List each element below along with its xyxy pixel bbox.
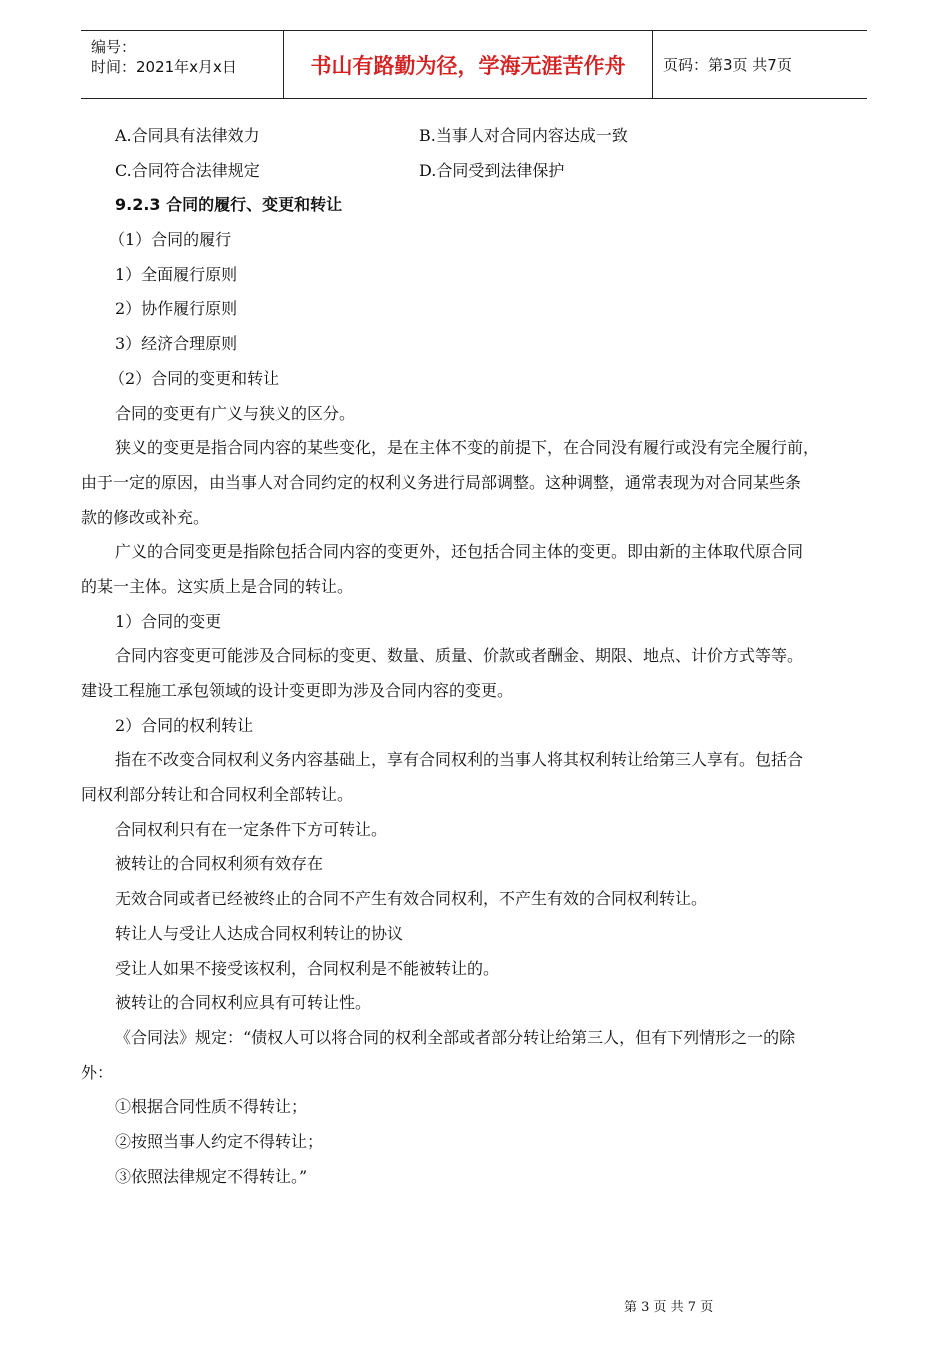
list-item: 1）合同的变更 [115,611,222,631]
option-d: D.合同受到法律保护 [419,160,565,180]
header-motto: 书山有路勤为径，学海无涯苦作舟 [283,31,653,98]
list-item: 2）合同的权利转让 [115,715,254,735]
paragraph-line: 合同的变更有广义与狭义的区分。 [115,403,356,423]
list-item: ①根据合同性质不得转让； [115,1097,308,1117]
options-row [81,154,871,189]
paragraph-line: 转让人与受让人达成合同权利转让的协议 [115,923,404,943]
number-label: 编号： [91,38,137,56]
paragraph-line: 《合同法》规定：“债权人可以将合同的权利全部或者部分转让给第三人，但有下列情形之一的除 [115,1027,796,1047]
option-a: A.合同具有法律效力 [115,126,260,145]
list-item: ③依照法律规定不得转让。” [115,1166,308,1186]
footer-page-number: 第 3 页 共 7 页 [624,1300,714,1315]
list-item: 3）经济合理原则 [115,334,238,354]
option-b: B.当事人对合同内容达成一致 [419,126,628,145]
header-meta [81,31,283,98]
paragraph-line: 建设工程施工承包领域的设计变更即为涉及合同内容的变更。 [81,681,514,700]
paragraph-line: 指在不改变合同权利义务内容基础上，享有合同权利的当事人将其权利转让给第三人享有。包括合 [115,750,804,770]
paragraph-line: 同权利部分转让和合同权利全部转让。 [81,785,354,805]
list-item: 1）全面履行原则 [115,264,238,284]
paragraph-line: 广义的合同变更是指除包括合同内容的变更外，还包括合同主体的变更。即由新的主体取代原合同 [115,542,804,562]
options-row [81,119,871,154]
subsection-title: （2）合同的变更和转让 [109,368,280,388]
paragraph-line: 受让人如果不接受该权利，合同权利是不能被转让的。 [115,958,500,978]
paragraph-line: 合同权利只有在一定条件下方可转让。 [115,819,388,839]
paragraph-line: 合同内容变更可能涉及合同标的变更、数量、质量、价款或者酬金、期限、地点、计价方式等等。 [115,646,804,666]
time-label: 时间：2021年x月x日 [91,58,237,76]
paragraph-line: 的某一主体。这实质上是合同的转让。 [81,576,354,596]
paragraph-line: 款的修改或补充。 [81,507,210,527]
paragraph-line: 无效合同或者已经被终止的合同不产生有效合同权利，不产生有效的合同权利转让。 [115,889,708,909]
section-heading: 9.2.3 合同的履行、变更和转让 [115,195,343,215]
paragraph-line: 外： [81,1062,114,1082]
paragraph-line: 被转让的合同权利应具有可转让性。 [115,993,372,1013]
subsection-title: （1）合同的履行 [109,230,232,250]
list-item: 2）协作履行原则 [115,299,238,319]
paragraph-line: 狭义的变更是指合同内容的某些变化，是在主体不变的前提下，在合同没有履行或没有完全履行前， [115,438,820,458]
paragraph-line: 被转让的合同权利须有效存在 [115,854,324,874]
list-item: ②按照当事人约定不得转让； [115,1131,324,1151]
document-body [81,119,871,1194]
page-header [81,30,867,99]
option-c: C.合同符合法律规定 [115,160,260,180]
header-page-number: 页码：第3页 共7页 [663,56,792,74]
paragraph-line: 由于一定的原因，由当事人对合同约定的权利义务进行局部调整。这种调整，通常表现为对合同某些条 [81,472,802,492]
